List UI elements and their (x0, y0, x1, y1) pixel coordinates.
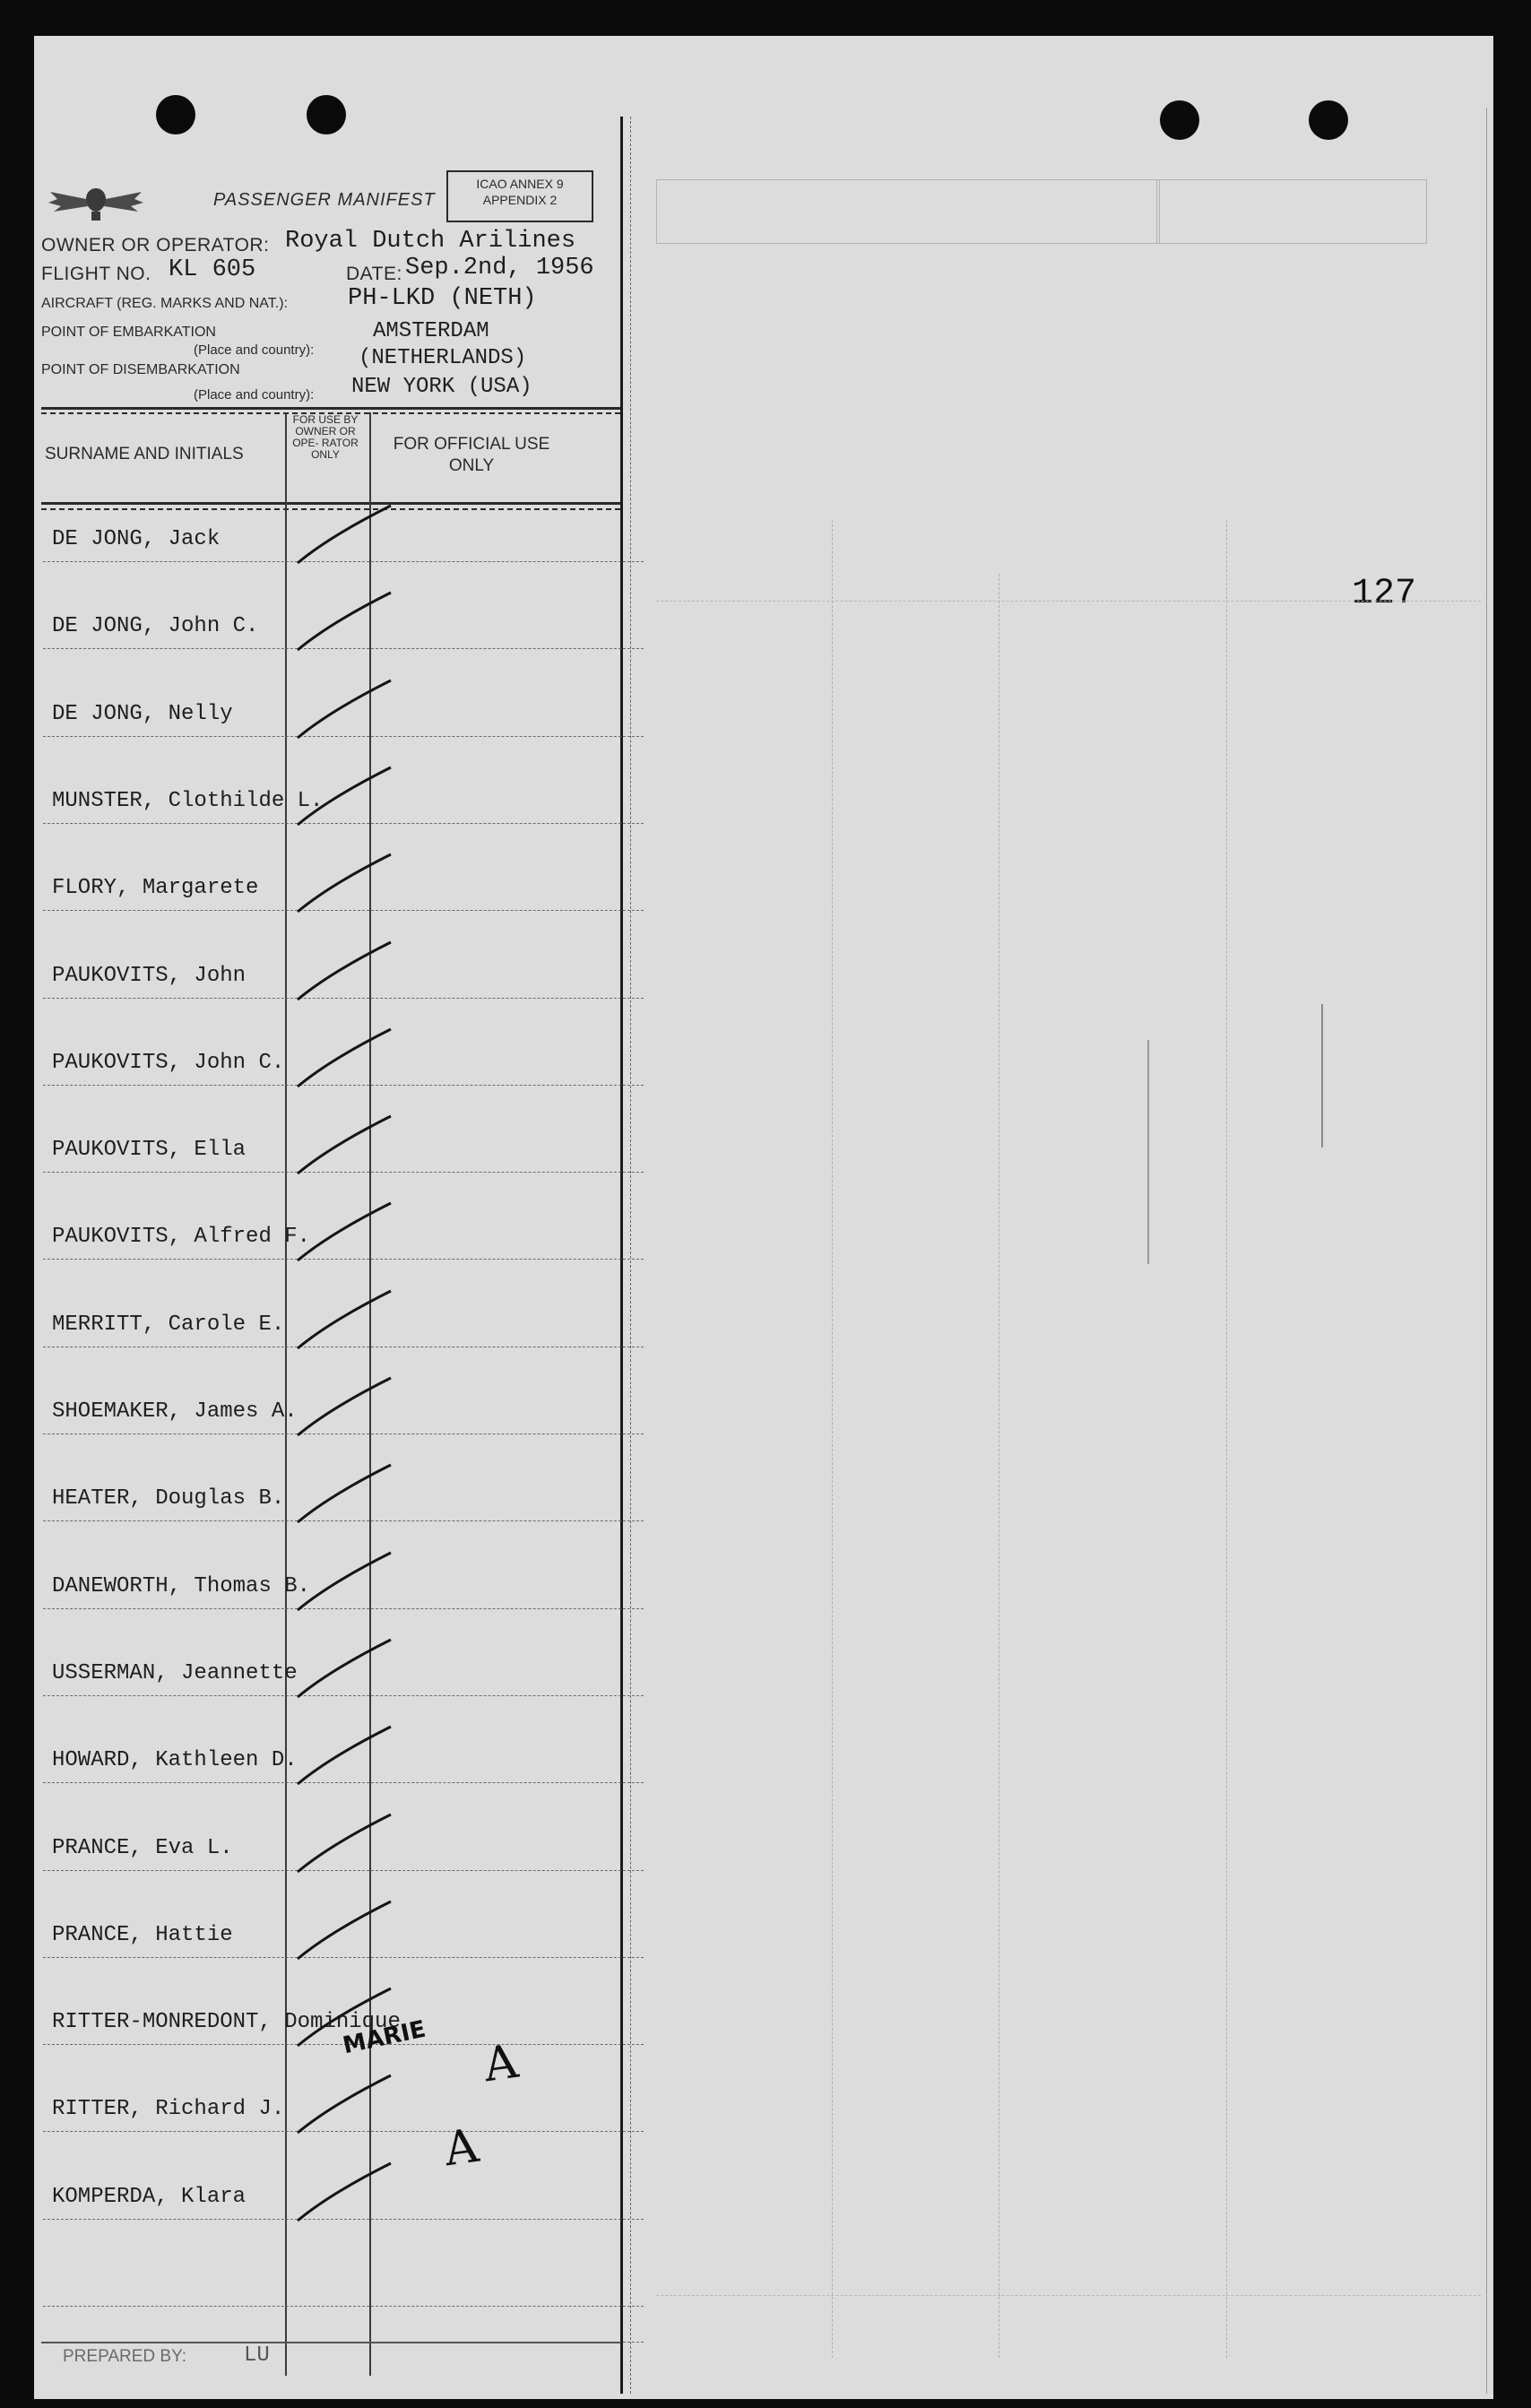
operator-column-header: FOR USE BY OWNER OR OPE- RATOR ONLY (292, 413, 359, 461)
bleed-through-line (1147, 1040, 1149, 1264)
passenger-name: PAUKOVITS, Alfred F. (52, 1225, 311, 1250)
check-mark-icon (294, 1809, 402, 1881)
passenger-name: FLORY, Margarete (52, 876, 259, 901)
header-rule (41, 407, 620, 410)
form-right-border (620, 117, 623, 2394)
owner-value: Royal Dutch Arilines (285, 228, 576, 255)
check-mark-icon (294, 2158, 402, 2230)
passenger-name: KOMPERDA, Klara (52, 2184, 247, 2209)
check-mark-icon (294, 1111, 402, 1182)
check-mark-icon (294, 675, 402, 747)
check-mark-icon (294, 1198, 402, 1269)
disembarkation-value: NEW YORK (USA) (351, 375, 532, 399)
punch-hole (156, 95, 195, 134)
handwritten-note: MARIE (340, 2015, 428, 2060)
bleed-through-box (1156, 179, 1427, 244)
embarkation-country: (NETHERLANDS) (359, 346, 527, 370)
icao-box (446, 170, 593, 222)
check-mark-icon (294, 587, 402, 659)
handwritten-mark: A (441, 2118, 482, 2178)
bleed-through-rule (656, 2295, 1481, 2296)
date-label: DATE: (346, 264, 402, 284)
check-mark-icon (294, 1547, 402, 1619)
page-number: 127 (1352, 574, 1417, 614)
footer-rule (41, 2342, 620, 2343)
row-separator (43, 2306, 644, 2307)
passenger-name: PRANCE, Hattie (52, 1922, 233, 1947)
prepared-by-label: PREPARED BY: (63, 2347, 186, 2366)
surname-column-header: SURNAME AND INITIALS (45, 445, 244, 463)
check-mark-icon (294, 849, 402, 921)
passenger-name: DE JONG, John C. (52, 614, 259, 639)
passenger-name: DE JONG, Nelly (52, 701, 233, 726)
column-divider (285, 412, 287, 2376)
embarkation-city: AMSTERDAM (373, 319, 489, 343)
embarkation-label: POINT OF EMBARKATION (41, 325, 216, 340)
disembarkation-sub: (Place and country): (194, 387, 315, 403)
passenger-name: RITTER-MONREDONT, Dominique (52, 2010, 401, 2035)
passenger-name: DE JONG, Jack (52, 527, 221, 551)
handwritten-mark: A (480, 2034, 522, 2093)
check-mark-icon (294, 1024, 402, 1096)
official-column-header: FOR OFFICIAL USE ONLY (393, 435, 550, 475)
owner-label: OWNER OR OPERATOR: (41, 235, 270, 256)
bleed-through-line (1226, 520, 1227, 2358)
bleed-through-line (1321, 1004, 1323, 1148)
check-mark-icon (294, 1896, 402, 1968)
bleed-through-rule (656, 601, 1481, 602)
embarkation-sub: (Place and country): (194, 342, 315, 358)
bleed-through-box (656, 179, 1160, 244)
icao-annex: ICAO ANNEX 9 (476, 177, 564, 191)
check-mark-icon (294, 1286, 402, 1357)
manifest-sheet (34, 36, 1493, 2399)
passenger-name: PAUKOVITS, Ella (52, 1138, 247, 1163)
check-mark-icon (294, 937, 402, 1009)
form-title: PASSENGER MANIFEST (213, 190, 436, 210)
passenger-name: HOWARD, Kathleen D. (52, 1748, 298, 1773)
check-mark-icon (294, 1373, 402, 1444)
passenger-name: HEATER, Douglas B. (52, 1486, 285, 1511)
passenger-name: PRANCE, Eva L. (52, 1835, 233, 1860)
check-mark-icon (294, 2070, 402, 2142)
flight-label: FLIGHT NO. (41, 264, 151, 284)
aircraft-label: AIRCRAFT (REG. MARKS AND NAT.): (41, 296, 288, 311)
punch-hole (1309, 100, 1348, 140)
icao-appendix: APPENDIX 2 (482, 193, 558, 207)
punch-hole (307, 95, 346, 134)
passenger-name: USSERMAN, Jeannette (52, 1660, 298, 1685)
passenger-name: RITTER, Richard J. (52, 2097, 285, 2122)
passenger-name: DANEWORTH, Thomas B. (52, 1573, 311, 1598)
aircraft-value: PH-LKD (NETH) (348, 285, 537, 312)
flight-value: KL 605 (169, 256, 256, 283)
form-right-border (630, 117, 631, 2394)
check-mark-icon (294, 1634, 402, 1706)
passenger-name: PAUKOVITS, John (52, 963, 247, 988)
passenger-name: SHOEMAKER, James A. (52, 1399, 298, 1424)
disembarkation-label: POINT OF DISEMBARKATION (41, 362, 240, 377)
airline-logo-icon (47, 179, 145, 230)
bleed-through-line (832, 520, 833, 2358)
passenger-name: MUNSTER, Clothilde L. (52, 788, 324, 813)
date-value: Sep.2nd, 1956 (405, 255, 594, 282)
bleed-through-line (1486, 108, 1487, 2394)
check-mark-icon (294, 500, 402, 572)
check-mark-icon (294, 1460, 402, 1531)
prepared-by-value: LU (244, 2343, 270, 2368)
check-mark-icon (294, 762, 402, 834)
passenger-name: PAUKOVITS, John C. (52, 1050, 285, 1075)
punch-hole (1160, 100, 1199, 140)
passenger-name: MERRITT, Carole E. (52, 1312, 285, 1337)
check-mark-icon (294, 1721, 402, 1793)
